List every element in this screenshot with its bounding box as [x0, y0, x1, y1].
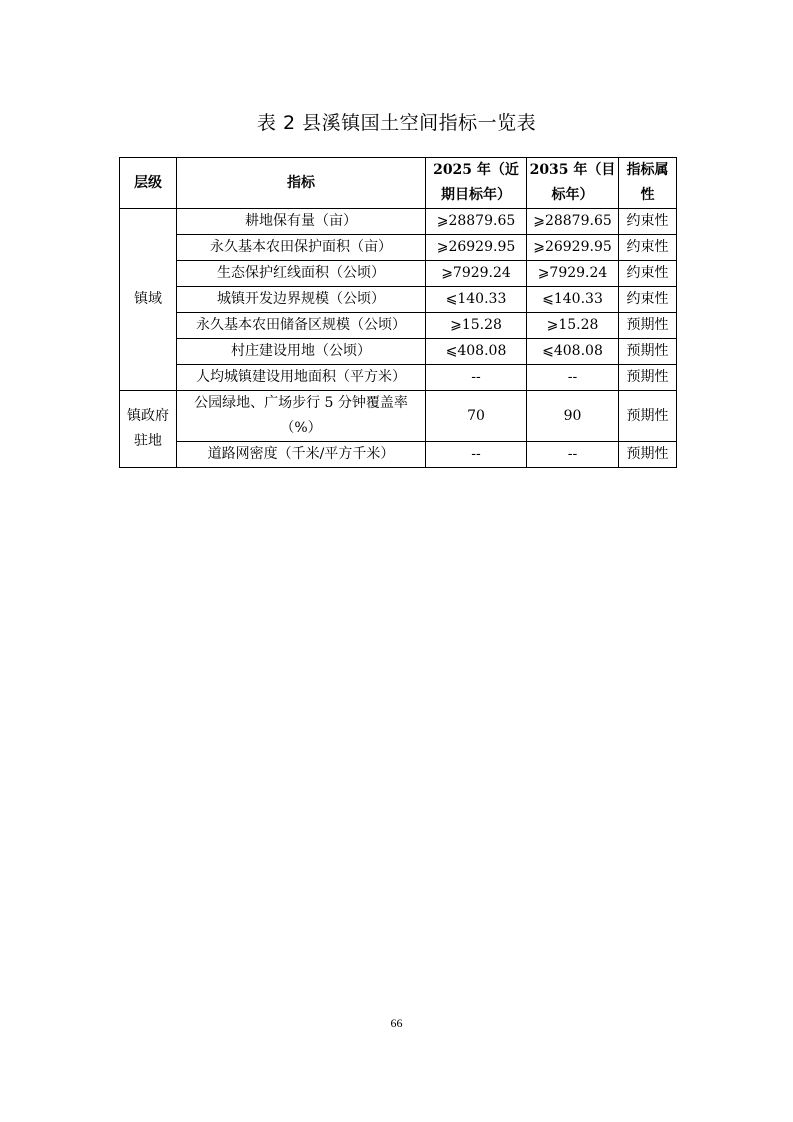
indicator-cell: 永久基本农田储备区规模（公顷） [177, 313, 426, 339]
page-number: 66 [390, 1016, 403, 1030]
indicator-cell: 永久基本农田保护面积（亩） [177, 235, 426, 261]
level-cell-town-seat: 镇政府驻地 [120, 391, 177, 468]
header-attribute: 指标属性 [619, 158, 677, 209]
value-2035-cell: ⩾15.28 [527, 313, 619, 339]
value-2035-cell: ⩾28879.65 [527, 209, 619, 235]
value-2035-cell: -- [527, 365, 619, 391]
value-2035-cell: ⩾26929.95 [527, 235, 619, 261]
value-2035-cell: ⩾7929.24 [527, 261, 619, 287]
table-row [120, 261, 677, 287]
table-row [120, 339, 677, 365]
attribute-cell: 约束性 [619, 209, 677, 235]
value-2025-cell: ⩾15.28 [426, 313, 527, 339]
table-title: 表 2 县溪镇国土空间指标一览表 [256, 112, 537, 134]
table-row [120, 442, 677, 468]
value-2025-cell: ⩽140.33 [426, 287, 527, 313]
value-2035-cell: 90 [527, 391, 619, 442]
header-2035: 2035 年（目标年） [527, 158, 619, 209]
table-row [120, 209, 677, 235]
attribute-cell: 预期性 [619, 442, 677, 468]
indicator-table [119, 157, 677, 468]
value-2025-cell: -- [426, 442, 527, 468]
indicator-cell: 城镇开发边界规模（公顷） [177, 287, 426, 313]
value-2035-cell: -- [527, 442, 619, 468]
value-2035-cell: ⩽140.33 [527, 287, 619, 313]
value-2025-cell: ⩾26929.95 [426, 235, 527, 261]
attribute-cell: 预期性 [619, 365, 677, 391]
value-2035-cell: ⩽408.08 [527, 339, 619, 365]
header-indicator: 指标 [177, 158, 426, 209]
table-row [120, 365, 677, 391]
value-2025-cell: 70 [426, 391, 527, 442]
table-row [120, 313, 677, 339]
table-row [120, 235, 677, 261]
indicator-cell: 耕地保有量（亩） [177, 209, 426, 235]
indicator-cell: 生态保护红线面积（公顷） [177, 261, 426, 287]
table-header-row [120, 158, 677, 209]
indicator-cell: 村庄建设用地（公顷） [177, 339, 426, 365]
value-2025-cell: ⩽408.08 [426, 339, 527, 365]
indicator-cell: 人均城镇建设用地面积（平方米） [177, 365, 426, 391]
header-2025: 2025 年（近期目标年） [426, 158, 527, 209]
value-2025-cell: -- [426, 365, 527, 391]
attribute-cell: 约束性 [619, 235, 677, 261]
table-row [120, 391, 677, 442]
attribute-cell: 预期性 [619, 391, 677, 442]
attribute-cell: 预期性 [619, 313, 677, 339]
level-cell-township: 镇域 [120, 209, 177, 391]
table-row [120, 287, 677, 313]
attribute-cell: 约束性 [619, 261, 677, 287]
header-level: 层级 [120, 158, 177, 209]
value-2025-cell: ⩾7929.24 [426, 261, 527, 287]
indicator-cell: 公园绿地、广场步行 5 分钟覆盖率（%） [177, 391, 426, 442]
value-2025-cell: ⩾28879.65 [426, 209, 527, 235]
indicator-cell: 道路网密度（千米/平方千米） [177, 442, 426, 468]
attribute-cell: 预期性 [619, 339, 677, 365]
attribute-cell: 约束性 [619, 287, 677, 313]
